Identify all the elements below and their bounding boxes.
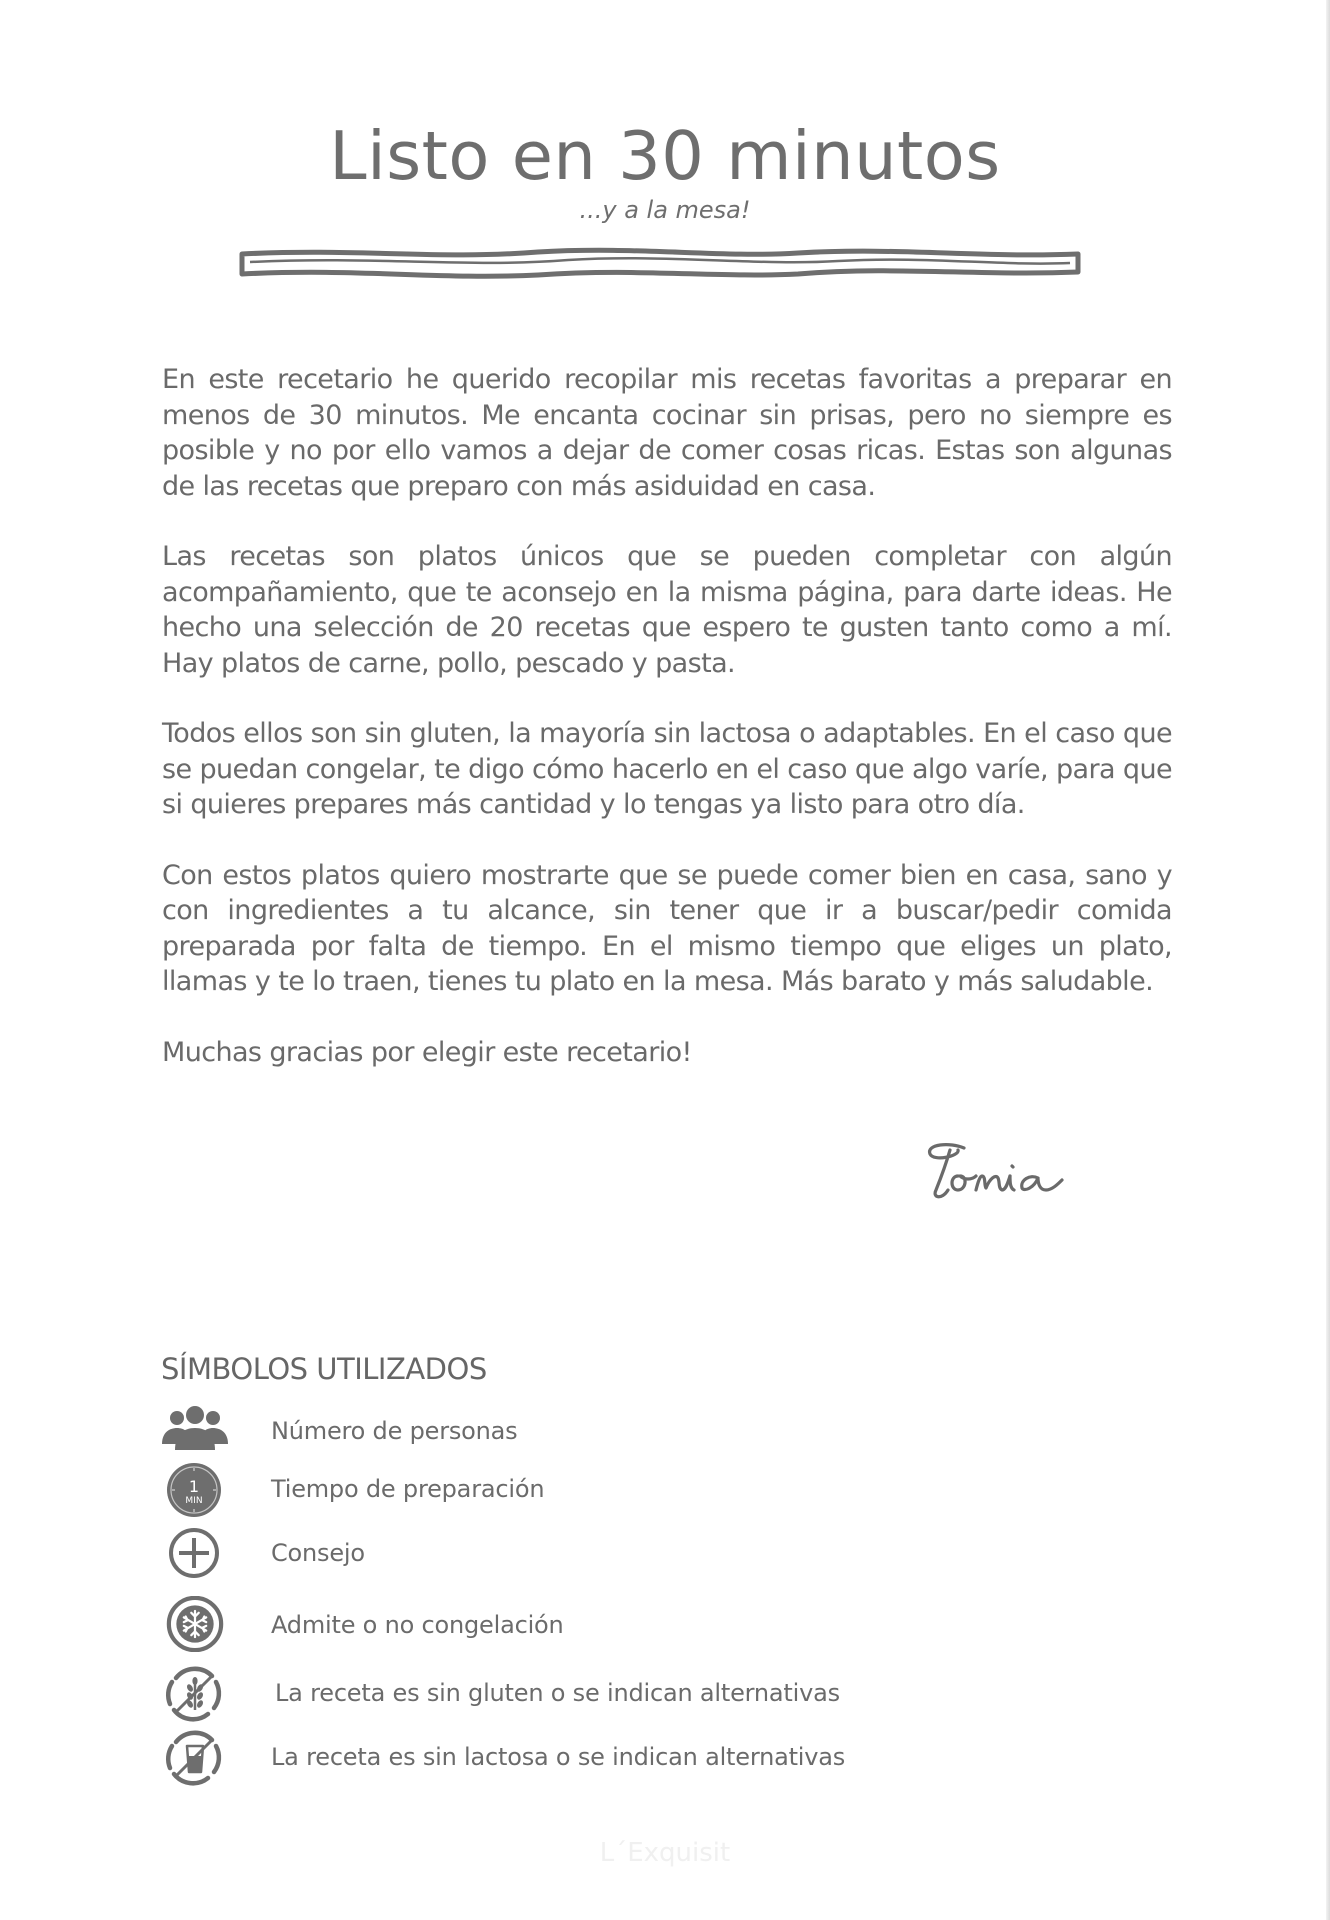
footer-watermark: L´Exquisit — [599, 1838, 731, 1868]
gluten-free-icon — [160, 1666, 230, 1722]
signature-image — [920, 1128, 1080, 1208]
symbol-label-timer: Tiempo de preparación — [271, 1475, 545, 1503]
symbol-label-lactose-free: La receta es sin lactosa o se indican alternativas — [271, 1743, 846, 1771]
symbol-row-gluten-free — [160, 1666, 1060, 1722]
symbol-row-advice — [160, 1526, 1060, 1582]
plus-circle-icon — [160, 1526, 230, 1582]
symbol-row-lactose-free — [160, 1730, 1060, 1786]
page-title: Listo en 30 minutos — [329, 117, 1001, 195]
symbol-label-gluten-free: La receta es sin gluten o se indican alternativas — [275, 1679, 840, 1707]
intro-paragraph-2: Las recetas son platos únicos que se pueden completar con algún acompañamiento, que te aconsejo en la misma página, para darte ideas. He hecho una selección de 20 recetas que espero te gusten tanto como a mí. Hay platos de carne, pollo, pescado y pasta. — [162, 541, 1172, 679]
thanks-line: Muchas gracias por elegir este recetario! — [162, 1036, 692, 1068]
intro-paragraph-3: Todos ellos son sin gluten, la mayoría sin lactosa o adaptables. En el caso que se puedan congelar, te digo cómo hacerlo en el caso que algo varíe, para que si quieres prepares más cantidad y lo tengas ya listo para otro día. — [162, 718, 1172, 820]
intro-paragraph-4: Con estos platos quiero mostrarte que se puede comer bien en casa, sano y con ingredientes a tu alcance, sin tener que ir a buscar/pedir comida preparada por falta de tiempo. En el mismo tiempo que eliges un plato, llamas y te lo traen, tienes tu plato en la mesa. Más barato y más saludable. — [162, 859, 1172, 997]
symbol-row-people — [160, 1404, 1060, 1460]
intro-paragraph-1: En este recetario he querido recopilar mis recetas favoritas a preparar en menos de 30 minutos. Me encanta cocinar sin prisas, pero no siempre es posible y no por ello vamos a dejar de comer cosas ricas. Estas son algunas de las recetas que preparo con más asiduidad en casa. — [162, 364, 1172, 502]
timer-icon-unit: MIN — [185, 1496, 203, 1506]
symbol-label-advice: Consejo — [271, 1539, 365, 1567]
people-icon — [160, 1404, 230, 1460]
intro-text — [162, 362, 1172, 1105]
symbols-heading: SÍMBOLOS UTILIZADOS — [161, 1352, 487, 1386]
symbol-row-freezing — [160, 1596, 1060, 1652]
timer-icon-number: 1 — [188, 1477, 200, 1496]
symbol-label-people: Número de personas — [271, 1417, 518, 1445]
symbol-label-freezing: Admite o no congelación — [271, 1611, 564, 1639]
snowflake-icon — [160, 1596, 230, 1652]
title-banner-decoration — [238, 244, 1084, 284]
symbol-row-timer — [160, 1462, 1060, 1518]
timer-icon — [160, 1462, 230, 1518]
page-subtitle: ...y a la mesa! — [579, 196, 751, 224]
lactose-free-icon — [160, 1730, 230, 1786]
page-edge — [1326, 0, 1330, 1920]
